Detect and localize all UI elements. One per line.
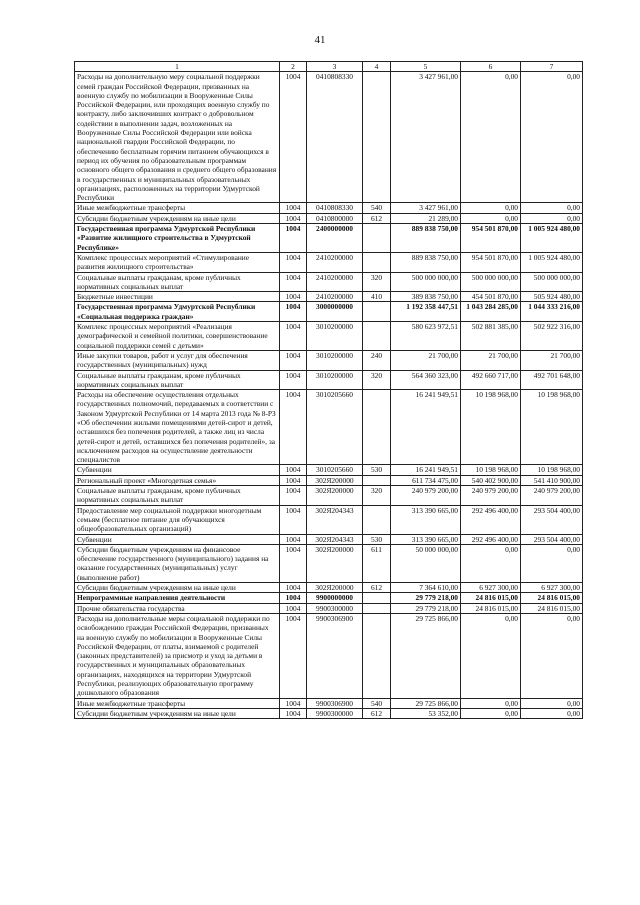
section-code-cell: 1004 bbox=[280, 302, 307, 322]
table-body bbox=[75, 72, 583, 719]
amount-cell: 292 496 400,00 bbox=[461, 534, 521, 544]
amount-cell: 500 000 000,00 bbox=[391, 272, 461, 292]
expense-type-cell bbox=[363, 302, 391, 322]
row-name-cell: Иные закупки товаров, работ и услуг для обеспечения государственных (муниципальных) нужд bbox=[75, 350, 280, 370]
target-code-cell: 9900306900 bbox=[307, 613, 363, 698]
target-code-cell: 3010200000 bbox=[307, 370, 363, 390]
row-name-cell: Социальные выплаты гражданам, кроме публичных нормативных социальных выплат bbox=[75, 370, 280, 390]
row-name-cell: Непрограммные направления деятельности bbox=[75, 593, 280, 603]
budget-table bbox=[74, 61, 583, 719]
target-code-cell: 0410808330 bbox=[307, 72, 363, 203]
section-code-cell: 1004 bbox=[280, 390, 307, 465]
amount-cell: 1 043 284 285,00 bbox=[461, 302, 521, 322]
section-code-cell: 1004 bbox=[280, 698, 307, 708]
column-header: 3 bbox=[307, 62, 363, 72]
table-row bbox=[75, 593, 583, 603]
table-row bbox=[75, 224, 583, 253]
amount-cell: 889 838 750,00 bbox=[391, 224, 461, 253]
amount-cell: 240 979 200,00 bbox=[461, 486, 521, 506]
expense-type-cell: 410 bbox=[363, 292, 391, 302]
amount-cell: 16 241 949,51 bbox=[391, 390, 461, 465]
expense-type-cell bbox=[363, 475, 391, 485]
amount-cell: 0,00 bbox=[461, 544, 521, 582]
amount-cell: 541 410 900,00 bbox=[521, 475, 583, 485]
row-name-cell: Субсидии бюджетным учреждениям на финансовое обеспечение государственного (муниципального) задания на оказание государственных (муниципальных) услуг (выполнение работ) bbox=[75, 544, 280, 582]
amount-cell: 580 623 972,51 bbox=[391, 322, 461, 351]
section-code-cell: 1004 bbox=[280, 505, 307, 534]
section-code-cell: 1004 bbox=[280, 272, 307, 292]
table-row bbox=[75, 486, 583, 506]
amount-cell: 293 504 400,00 bbox=[521, 505, 583, 534]
table-row bbox=[75, 322, 583, 351]
amount-cell: 293 504 400,00 bbox=[521, 534, 583, 544]
target-code-cell: 302Я204343 bbox=[307, 534, 363, 544]
expense-type-cell: 612 bbox=[363, 708, 391, 718]
amount-cell: 3 427 961,00 bbox=[391, 72, 461, 203]
section-code-cell: 1004 bbox=[280, 370, 307, 390]
table-row bbox=[75, 475, 583, 485]
row-name-cell: Расходы на обеспечение осуществления отдельных государственных полномочий, передаваемых в соответствии с Законом Удмуртской Республики от 14 марта 2013 года № 8-РЗ «Об обеспечении жилыми помещениями детей-сирот и детей, оставшихся без попечения родителей, а также лиц из числа детей-сирот и детей, оставшихся без попечения родителей», за исключением расходов на осуществление деятельности специалистов bbox=[75, 390, 280, 465]
expense-type-cell: 530 bbox=[363, 465, 391, 475]
column-header: 4 bbox=[363, 62, 391, 72]
amount-cell: 0,00 bbox=[461, 72, 521, 203]
amount-cell: 0,00 bbox=[521, 708, 583, 718]
amount-cell: 0,00 bbox=[461, 203, 521, 213]
amount-cell: 500 000 000,00 bbox=[461, 272, 521, 292]
amount-cell: 889 838 750,00 bbox=[391, 252, 461, 272]
section-code-cell: 1004 bbox=[280, 322, 307, 351]
table-row bbox=[75, 534, 583, 544]
table-row bbox=[75, 505, 583, 534]
section-code-cell: 1004 bbox=[280, 292, 307, 302]
expense-type-cell bbox=[363, 322, 391, 351]
target-code-cell: 9900300000 bbox=[307, 708, 363, 718]
target-code-cell: 3010205660 bbox=[307, 465, 363, 475]
target-code-cell: 302Я200000 bbox=[307, 583, 363, 593]
table-row bbox=[75, 544, 583, 582]
section-code-cell: 1004 bbox=[280, 203, 307, 213]
expense-type-cell bbox=[363, 252, 391, 272]
row-name-cell: Комплекс процессных мероприятий «Стимулирование развития жилищного строительства» bbox=[75, 252, 280, 272]
target-code-cell: 9900306900 bbox=[307, 698, 363, 708]
table-row bbox=[75, 465, 583, 475]
amount-cell: 502 881 385,00 bbox=[461, 322, 521, 351]
column-header: 2 bbox=[280, 62, 307, 72]
amount-cell: 3 427 961,00 bbox=[391, 203, 461, 213]
expense-type-cell: 240 bbox=[363, 350, 391, 370]
target-code-cell: 2410200000 bbox=[307, 292, 363, 302]
expense-type-cell: 612 bbox=[363, 583, 391, 593]
table-row bbox=[75, 390, 583, 465]
amount-cell: 10 198 968,00 bbox=[521, 465, 583, 475]
column-header: 1 bbox=[75, 62, 280, 72]
section-code-cell: 1004 bbox=[280, 583, 307, 593]
section-code-cell: 1004 bbox=[280, 252, 307, 272]
row-name-cell: Прочие обязательства государства bbox=[75, 603, 280, 613]
amount-cell: 0,00 bbox=[461, 708, 521, 718]
amount-cell: 454 501 870,00 bbox=[461, 292, 521, 302]
expense-type-cell: 320 bbox=[363, 486, 391, 506]
section-code-cell: 1004 bbox=[280, 72, 307, 203]
amount-cell: 21 289,00 bbox=[391, 213, 461, 223]
amount-cell: 29 725 866,00 bbox=[391, 698, 461, 708]
expense-type-cell: 540 bbox=[363, 698, 391, 708]
amount-cell: 0,00 bbox=[521, 613, 583, 698]
amount-cell: 16 241 949,51 bbox=[391, 465, 461, 475]
amount-cell: 611 734 475,00 bbox=[391, 475, 461, 485]
target-code-cell: 3010205660 bbox=[307, 390, 363, 465]
amount-cell: 21 700,00 bbox=[391, 350, 461, 370]
column-header: 5 bbox=[391, 62, 461, 72]
section-code-cell: 1004 bbox=[280, 475, 307, 485]
table-row bbox=[75, 603, 583, 613]
amount-cell: 24 816 015,00 bbox=[461, 593, 521, 603]
target-code-cell: 2400000000 bbox=[307, 224, 363, 253]
amount-cell: 1 192 358 447,51 bbox=[391, 302, 461, 322]
row-name-cell: Расходы на дополнительные меры социальной поддержки по освобождению граждан Российской Федерации, призванных на военную службу по мобилизации в Вооруженные Силы Российской Федерации, от платы, взимаемой с родителей (законных представителей) за присмотр и уход за детьми в государственных и муниципальных образовательных организациях, находящихся на территории Удмуртской Республики, реализующих образовательную программу дошкольного образования bbox=[75, 613, 280, 698]
amount-cell: 0,00 bbox=[521, 698, 583, 708]
section-code-cell: 1004 bbox=[280, 708, 307, 718]
section-code-cell: 1004 bbox=[280, 465, 307, 475]
table-row bbox=[75, 203, 583, 213]
amount-cell: 1 005 924 480,00 bbox=[521, 252, 583, 272]
amount-cell: 492 660 717,00 bbox=[461, 370, 521, 390]
table-row bbox=[75, 72, 583, 203]
table-row bbox=[75, 252, 583, 272]
target-code-cell: 302Я200000 bbox=[307, 486, 363, 506]
row-name-cell: Комплекс процессных мероприятий «Реализация демографической и семейной политики, совершенствование социальной поддержки семей с детьми» bbox=[75, 322, 280, 351]
table-row bbox=[75, 698, 583, 708]
amount-cell: 29 779 218,00 bbox=[391, 593, 461, 603]
amount-cell: 10 198 968,00 bbox=[461, 465, 521, 475]
amount-cell: 29 779 218,00 bbox=[391, 603, 461, 613]
row-name-cell: Социальные выплаты гражданам, кроме публичных нормативных социальных выплат bbox=[75, 486, 280, 506]
row-name-cell: Расходы на дополнительную меру социальной поддержки семей граждан Российской Федерации, призванных на военную службу по мобилизации в Вооруженные Силы Российской Федерации, или проходящих военную службу по контракту, либо заключивших контракт о добровольном содействии в выполнении задач, возложенных на Вооруженные Силы Российской Федерации или войска национальной гвардии Российской Федерации, по обеспечению бесплатным горячим питанием обучающихся в период их обучения по образовательным программам основного общего образования и среднего общего образования в государственных и муниципальных образовательных организациях, расположенных на территории Удмуртской Республики bbox=[75, 72, 280, 203]
section-code-cell: 1004 bbox=[280, 613, 307, 698]
amount-cell: 21 700,00 bbox=[461, 350, 521, 370]
expense-type-cell: 320 bbox=[363, 272, 391, 292]
row-name-cell: Бюджетные инвестиции bbox=[75, 292, 280, 302]
amount-cell: 0,00 bbox=[461, 613, 521, 698]
target-code-cell: 0410800000 bbox=[307, 213, 363, 223]
table-row bbox=[75, 708, 583, 718]
amount-cell: 492 701 648,00 bbox=[521, 370, 583, 390]
table-row bbox=[75, 613, 583, 698]
section-code-cell: 1004 bbox=[280, 213, 307, 223]
amount-cell: 6 927 300,00 bbox=[521, 583, 583, 593]
row-name-cell: Субвенции bbox=[75, 534, 280, 544]
row-name-cell: Субвенции bbox=[75, 465, 280, 475]
target-code-cell: 3010200000 bbox=[307, 322, 363, 351]
amount-cell: 954 501 870,00 bbox=[461, 252, 521, 272]
row-name-cell: Субсидии бюджетным учреждениям на иные цели bbox=[75, 213, 280, 223]
table-row bbox=[75, 583, 583, 593]
amount-cell: 6 927 300,00 bbox=[461, 583, 521, 593]
amount-cell: 564 360 323,00 bbox=[391, 370, 461, 390]
row-name-cell: Иные межбюджетные трансферты bbox=[75, 203, 280, 213]
section-code-cell: 1004 bbox=[280, 593, 307, 603]
amount-cell: 21 700,00 bbox=[521, 350, 583, 370]
row-name-cell: Государственная программа Удмуртской Республики «Развитие жилищного строительства в Удмуртской Республике» bbox=[75, 224, 280, 253]
amount-cell: 313 390 665,00 bbox=[391, 505, 461, 534]
amount-cell: 505 924 480,00 bbox=[521, 292, 583, 302]
amount-cell: 24 816 015,00 bbox=[521, 603, 583, 613]
amount-cell: 0,00 bbox=[521, 213, 583, 223]
section-code-cell: 1004 bbox=[280, 544, 307, 582]
target-code-cell: 302Я200000 bbox=[307, 475, 363, 485]
column-header: 6 bbox=[461, 62, 521, 72]
row-name-cell: Субсидии бюджетным учреждениям на иные цели bbox=[75, 708, 280, 718]
amount-cell: 10 198 968,00 bbox=[521, 390, 583, 465]
row-name-cell: Иные межбюджетные трансферты bbox=[75, 698, 280, 708]
amount-cell: 292 496 400,00 bbox=[461, 505, 521, 534]
target-code-cell: 9900300000 bbox=[307, 603, 363, 613]
page-number: 41 bbox=[314, 34, 326, 46]
amount-cell: 1 044 333 216,00 bbox=[521, 302, 583, 322]
amount-cell: 389 838 750,00 bbox=[391, 292, 461, 302]
row-name-cell: Предоставление мер социальной поддержки многодетным семьям (бесплатное питание для обучающихся общеобразовательных организаций) bbox=[75, 505, 280, 534]
amount-cell: 24 816 015,00 bbox=[461, 603, 521, 613]
target-code-cell: 2410200000 bbox=[307, 272, 363, 292]
target-code-cell: 2410200000 bbox=[307, 252, 363, 272]
section-code-cell: 1004 bbox=[280, 603, 307, 613]
expense-type-cell bbox=[363, 505, 391, 534]
amount-cell: 500 000 000,00 bbox=[521, 272, 583, 292]
expense-type-cell bbox=[363, 72, 391, 203]
section-code-cell: 1004 bbox=[280, 224, 307, 253]
amount-cell: 1 005 924 480,00 bbox=[521, 224, 583, 253]
target-code-cell: 0410808330 bbox=[307, 203, 363, 213]
amount-cell: 0,00 bbox=[521, 203, 583, 213]
expense-type-cell: 540 bbox=[363, 203, 391, 213]
expense-type-cell bbox=[363, 224, 391, 253]
target-code-cell: 9900000000 bbox=[307, 593, 363, 603]
target-code-cell: 3010200000 bbox=[307, 350, 363, 370]
row-name-cell: Региональный проект «Многодетная семья» bbox=[75, 475, 280, 485]
target-code-cell: 302Я200000 bbox=[307, 544, 363, 582]
expense-type-cell bbox=[363, 390, 391, 465]
amount-cell: 313 390 665,00 bbox=[391, 534, 461, 544]
amount-cell: 240 979 200,00 bbox=[391, 486, 461, 506]
expense-type-cell: 320 bbox=[363, 370, 391, 390]
row-name-cell: Субсидии бюджетным учреждениям на иные цели bbox=[75, 583, 280, 593]
amount-cell: 50 000 000,00 bbox=[391, 544, 461, 582]
table-row bbox=[75, 213, 583, 223]
amount-cell: 540 402 900,00 bbox=[461, 475, 521, 485]
section-code-cell: 1004 bbox=[280, 350, 307, 370]
table-row bbox=[75, 302, 583, 322]
amount-cell: 29 725 866,00 bbox=[391, 613, 461, 698]
table-row bbox=[75, 350, 583, 370]
expense-type-cell bbox=[363, 613, 391, 698]
table-row bbox=[75, 272, 583, 292]
amount-cell: 240 979 200,00 bbox=[521, 486, 583, 506]
amount-cell: 53 352,00 bbox=[391, 708, 461, 718]
target-code-cell: 302Я204343 bbox=[307, 505, 363, 534]
amount-cell: 24 816 015,00 bbox=[521, 593, 583, 603]
amount-cell: 0,00 bbox=[461, 213, 521, 223]
amount-cell: 7 364 610,00 bbox=[391, 583, 461, 593]
expense-type-cell: 530 bbox=[363, 534, 391, 544]
amount-cell: 0,00 bbox=[461, 698, 521, 708]
amount-cell: 502 922 316,00 bbox=[521, 322, 583, 351]
amount-cell: 0,00 bbox=[521, 544, 583, 582]
table-row bbox=[75, 292, 583, 302]
expense-type-cell bbox=[363, 603, 391, 613]
amount-cell: 10 198 968,00 bbox=[461, 390, 521, 465]
target-code-cell: 3000000000 bbox=[307, 302, 363, 322]
amount-cell: 954 501 870,00 bbox=[461, 224, 521, 253]
expense-type-cell: 612 bbox=[363, 213, 391, 223]
section-code-cell: 1004 bbox=[280, 486, 307, 506]
amount-cell: 0,00 bbox=[521, 72, 583, 203]
row-name-cell: Государственная программа Удмуртской Республики «Социальная поддержка граждан» bbox=[75, 302, 280, 322]
expense-type-cell bbox=[363, 593, 391, 603]
section-code-cell: 1004 bbox=[280, 534, 307, 544]
column-header: 7 bbox=[521, 62, 583, 72]
table-row bbox=[75, 370, 583, 390]
row-name-cell: Социальные выплаты гражданам, кроме публичных нормативных социальных выплат bbox=[75, 272, 280, 292]
expense-type-cell: 611 bbox=[363, 544, 391, 582]
table-header-row bbox=[75, 62, 583, 72]
